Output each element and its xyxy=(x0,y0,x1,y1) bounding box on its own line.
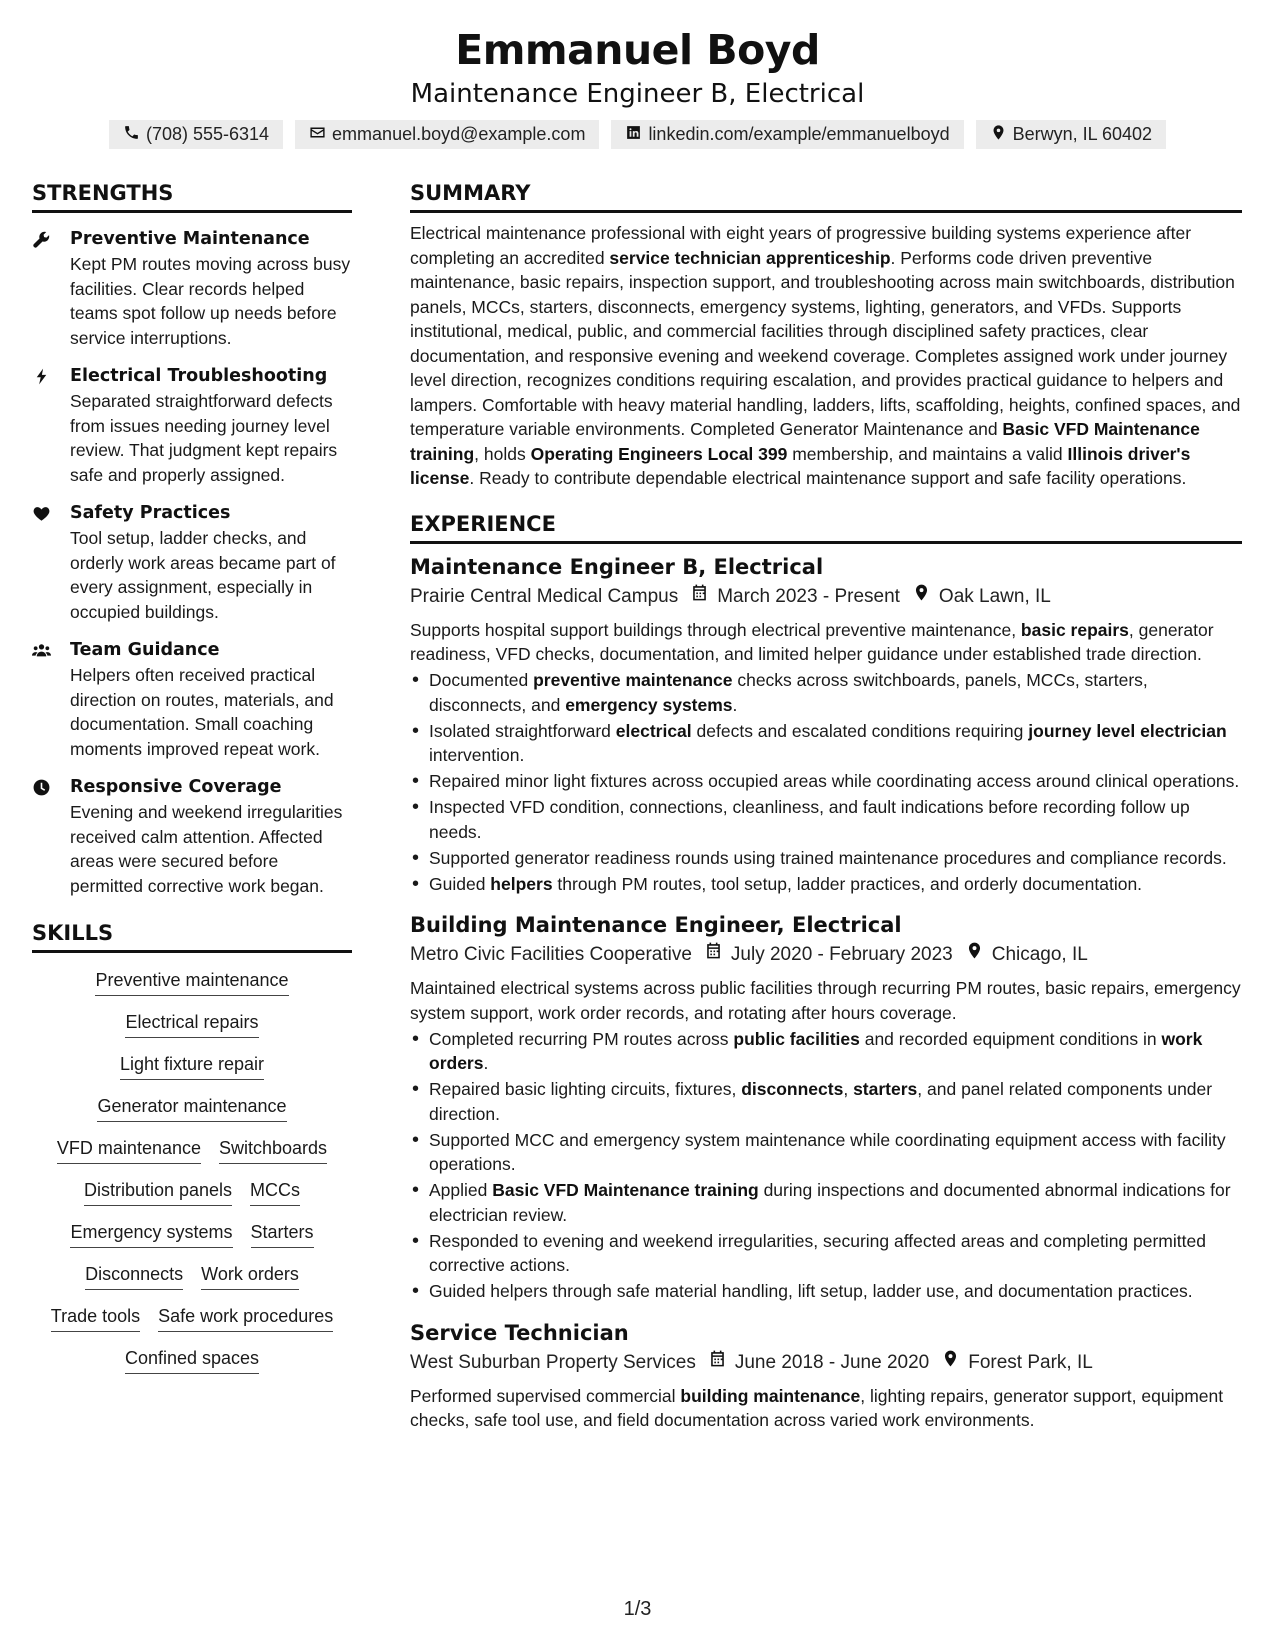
bold-text: journey level electrician xyxy=(1028,720,1227,741)
skill-tag: Confined spaces xyxy=(125,1345,259,1374)
skill-row xyxy=(32,1093,352,1122)
contact-email[interactable] xyxy=(295,120,599,149)
text-run: , xyxy=(843,1079,854,1099)
summary-text xyxy=(410,221,1242,491)
contact-location xyxy=(976,120,1166,149)
experience-title: EXPERIENCE xyxy=(410,509,1242,544)
job-title: Building Maintenance Engineer, Electrical xyxy=(410,913,902,937)
text-run: defects and escalated conditions requiring xyxy=(691,720,1029,741)
bold-text: emergency systems xyxy=(565,694,733,715)
bold-text: work orders xyxy=(429,1028,1203,1073)
text-run: . Performs code driven preventive maintenance, basic repairs, inspection support, and troubleshooting across main switchboards, distribution panels, MCCs, starters, disconnects, emergency systems, lighting, generators, and VFDs. Supports institutional, medical, public, and commercial facilities through disciplined safety practices, clear documentation, and responsive evening and weekend coverage. Completes assigned work under journey level direction, recognizes conditions requiring escalation, and provides practical guidance to helpers and lampers. Comfortable with heavy material handling, ladders, lifts, scaffolding, heights, confined spaces, and temperature variable environments. Completed Generator Maintenance and xyxy=(410,247,1241,439)
strength-title: Responsive Coverage xyxy=(70,777,282,797)
lightning-icon xyxy=(32,364,70,487)
job-entry xyxy=(410,552,1242,897)
strengths-title: STRENGTHS xyxy=(32,178,352,213)
bold-text: building maintenance xyxy=(680,1385,861,1406)
page-number: 1/3 xyxy=(623,1598,652,1620)
skill-tag: Electrical repairs xyxy=(125,1009,258,1038)
text-run: Inspected VFD condition, connections, cleanliness, and fault indications before recording follow up needs. xyxy=(429,797,1190,842)
job-meta xyxy=(410,940,1242,970)
job-company: Metro Civic Facilities Cooperative xyxy=(410,944,692,965)
skill-row xyxy=(32,1135,352,1164)
bullet-item xyxy=(410,1279,1242,1304)
bold-text: service technician apprenticeship xyxy=(609,247,891,268)
text-run: Supported generator readiness rounds using trained maintenance procedures and compliance records. xyxy=(429,847,1227,868)
bold-text: Operating Engineers Local 399 xyxy=(530,443,788,464)
strength-title: Electrical Troubleshooting xyxy=(70,366,328,386)
text-run: Repaired basic lighting circuits, fixtures, xyxy=(429,1079,742,1099)
text-run: , generator readiness, VFD checks, documentation, and limited helper guidance under established trade direction. xyxy=(410,619,1214,664)
skills-title: SKILLS xyxy=(32,918,352,953)
skill-tag: Generator maintenance xyxy=(97,1093,286,1122)
job-company: West Suburban Property Services xyxy=(410,1351,696,1373)
wrench-icon xyxy=(32,227,70,350)
job-location: Forest Park, IL xyxy=(968,1351,1093,1373)
clock-icon xyxy=(32,775,70,898)
text-run: membership, and maintains a valid xyxy=(787,443,1068,464)
skill-row xyxy=(32,1219,352,1248)
bullet-item xyxy=(410,846,1242,871)
job-description xyxy=(410,1384,1242,1433)
strength-item xyxy=(32,775,352,898)
bullet-item xyxy=(410,872,1242,897)
skill-tag: Light fixture repair xyxy=(120,1051,264,1080)
summary-title: SUMMARY xyxy=(410,178,1242,213)
text-run: , and panel related components under direction. xyxy=(429,1079,1213,1124)
job-location: Oak Lawn, IL xyxy=(938,585,1051,607)
strength-text: Separated straightforward defects from issues needing journey level review. That judgment kept repairs safe and properly assigned. xyxy=(70,391,338,485)
phone-text: (708) 555-6314 xyxy=(145,124,270,144)
text-run: Applied xyxy=(429,1180,493,1200)
location-icon xyxy=(990,124,1007,146)
text-run: Supports hospital support buildings through electrical preventive maintenance, xyxy=(410,619,1021,640)
text-run: Completed recurring PM routes across xyxy=(429,1028,734,1049)
bold-text: public facilities xyxy=(733,1028,860,1049)
job-meta xyxy=(410,582,1242,612)
bullet-item xyxy=(410,795,1242,844)
bullet-item xyxy=(410,1229,1242,1278)
skill-tag: Disconnects xyxy=(85,1261,183,1290)
job-entry xyxy=(410,1318,1242,1433)
location-icon xyxy=(900,582,939,612)
bullet-item xyxy=(410,668,1242,717)
job-title: Maintenance Engineer B, Electrical xyxy=(410,554,824,579)
contact-bar xyxy=(0,120,1275,149)
right-column xyxy=(410,178,1242,1433)
job-bullets xyxy=(410,1027,1242,1304)
text-run: Documented xyxy=(429,670,534,690)
skill-row xyxy=(32,1345,352,1374)
job-description xyxy=(410,976,1242,1025)
text-run: checks across switchboards, panels, MCCs, starters, disconnects, and xyxy=(429,670,1148,715)
text-run: Supported MCC and emergency system maintenance while coordinating equipment access with facility operations. xyxy=(429,1129,1226,1174)
skill-tag: Starters xyxy=(251,1219,314,1248)
bullet-item xyxy=(410,1178,1242,1227)
contact-phone xyxy=(109,120,283,149)
email-text: emmanuel.boyd@example.com xyxy=(332,124,586,144)
bold-text: basic repairs xyxy=(1020,619,1129,640)
skill-row xyxy=(32,1177,352,1206)
bold-text: starters xyxy=(853,1079,918,1099)
skill-tag: Trade tools xyxy=(51,1303,140,1332)
bold-text: helpers xyxy=(490,873,553,894)
phone-icon xyxy=(123,124,140,146)
text-run: Guided helpers through safe material handling, lift setup, ladder use, and documentation practices. xyxy=(429,1281,1193,1301)
skill-row xyxy=(32,967,352,996)
bold-text: electrical xyxy=(615,720,692,741)
skill-tag: MCCs xyxy=(250,1177,300,1206)
skill-tag: Safe work procedures xyxy=(158,1303,333,1332)
job-meta xyxy=(410,1348,1242,1378)
skill-row xyxy=(32,1261,352,1290)
bullet-item xyxy=(410,719,1242,768)
skill-tag: Work orders xyxy=(201,1261,299,1290)
job-dates: June 2018 - June 2020 xyxy=(734,1351,930,1373)
location-text: Berwyn, IL 60402 xyxy=(1012,124,1153,144)
text-run: . xyxy=(732,694,738,715)
location-icon xyxy=(929,1348,968,1378)
candidate-role: Maintenance Engineer B, Electrical xyxy=(410,79,865,109)
users-icon xyxy=(32,638,70,761)
strength-text: Helpers often received practical direction on routes, materials, and documentation. Small coaching moments improved repeat work. xyxy=(70,665,334,759)
text-run: . xyxy=(483,1053,489,1073)
bold-text: Basic VFD Maintenance training xyxy=(410,419,1200,464)
text-run: Guided xyxy=(429,873,491,894)
bullet-item xyxy=(410,1027,1242,1076)
strength-text: Evening and weekend irregularities received calm attention. Affected areas were secured before permitted corrective work began. xyxy=(70,802,343,896)
skill-tag: Preventive maintenance xyxy=(95,967,288,996)
text-run: intervention. xyxy=(429,745,525,765)
strength-item xyxy=(32,364,352,487)
text-run: , lighting repairs, generator support, equipment checks, safe tool use, and field documentation across varied work environments. xyxy=(410,1385,1224,1430)
job-company: Prairie Central Medical Campus xyxy=(410,585,679,607)
strength-item xyxy=(32,227,352,350)
text-run: during inspections and documented abnormal indications for electrician review. xyxy=(429,1180,1231,1225)
bullet-item xyxy=(410,1077,1242,1126)
calendar-icon xyxy=(692,940,731,970)
bold-text: preventive maintenance xyxy=(533,670,733,690)
text-run: Repaired minor light fixtures across occupied areas while coordinating access around clinical operations. xyxy=(429,771,1240,791)
skill-tag: VFD maintenance xyxy=(57,1135,201,1164)
text-run: Maintained electrical systems across public facilities through recurring PM routes, basic repairs, emergency system support, work order records, and rotating after hours coverage. xyxy=(410,978,1241,1023)
text-run: Isolated straightforward xyxy=(429,720,616,741)
job-dates: March 2023 - Present xyxy=(717,585,900,607)
resume-header xyxy=(0,22,1275,149)
skill-tag: Emergency systems xyxy=(70,1219,232,1248)
email-icon xyxy=(309,124,326,146)
skill-row xyxy=(32,1303,352,1332)
text-run: Electrical maintenance professional with eight years of progressive building systems experience after completing an accredited xyxy=(410,223,1192,268)
strength-title: Safety Practices xyxy=(70,503,231,523)
bullet-item xyxy=(410,769,1242,794)
strength-text: Kept PM routes moving across busy facilities. Clear records helped teams spot follow up needs before service interruptions. xyxy=(70,254,351,348)
job-location: Chicago, IL xyxy=(991,944,1088,965)
skill-tag: Switchboards xyxy=(219,1135,327,1164)
job-description xyxy=(410,618,1242,667)
job-entry xyxy=(410,910,1242,1304)
text-run: through PM routes, tool setup, ladder practices, and orderly documentation. xyxy=(552,873,1143,894)
job-bullets xyxy=(410,668,1242,896)
contact-linkedin[interactable] xyxy=(611,120,963,149)
bullet-item xyxy=(410,1128,1242,1177)
bold-text: Illinois driver's license xyxy=(410,443,1191,488)
skills-list xyxy=(32,967,352,1374)
job-title: Service Technician xyxy=(410,1320,629,1345)
skill-row xyxy=(32,1051,352,1080)
bold-text: Basic VFD Maintenance training xyxy=(492,1180,759,1200)
strength-item xyxy=(32,501,352,624)
skill-tag: Distribution panels xyxy=(84,1177,232,1206)
linkedin-text: linkedin.com/example/emmanuelboyd xyxy=(648,124,950,144)
text-run: Performed supervised commercial xyxy=(410,1385,681,1406)
text-run: . Ready to contribute dependable electrical maintenance support and safe facility operations. xyxy=(469,468,1187,488)
skill-row xyxy=(32,1009,352,1038)
strength-item xyxy=(32,638,352,761)
strength-title: Preventive Maintenance xyxy=(70,229,310,249)
strength-title: Team Guidance xyxy=(70,640,220,660)
calendar-icon xyxy=(696,1348,735,1378)
job-dates: July 2020 - February 2023 xyxy=(730,944,953,965)
linkedin-icon xyxy=(625,124,642,146)
heart-icon xyxy=(32,501,70,624)
left-column xyxy=(32,178,352,1374)
bold-text: disconnects xyxy=(741,1079,844,1099)
text-run: and recorded equipment conditions in xyxy=(859,1028,1162,1049)
candidate-name: Emmanuel Boyd xyxy=(455,26,820,74)
location-icon xyxy=(953,940,992,970)
text-run: , holds xyxy=(474,443,531,464)
calendar-icon xyxy=(678,582,717,612)
strength-text: Tool setup, ladder checks, and orderly work areas became part of every assignment, especially in occupied buildings. xyxy=(70,528,336,622)
text-run: Responded to evening and weekend irregularities, securing affected areas and completing permitted corrective actions. xyxy=(429,1230,1206,1275)
